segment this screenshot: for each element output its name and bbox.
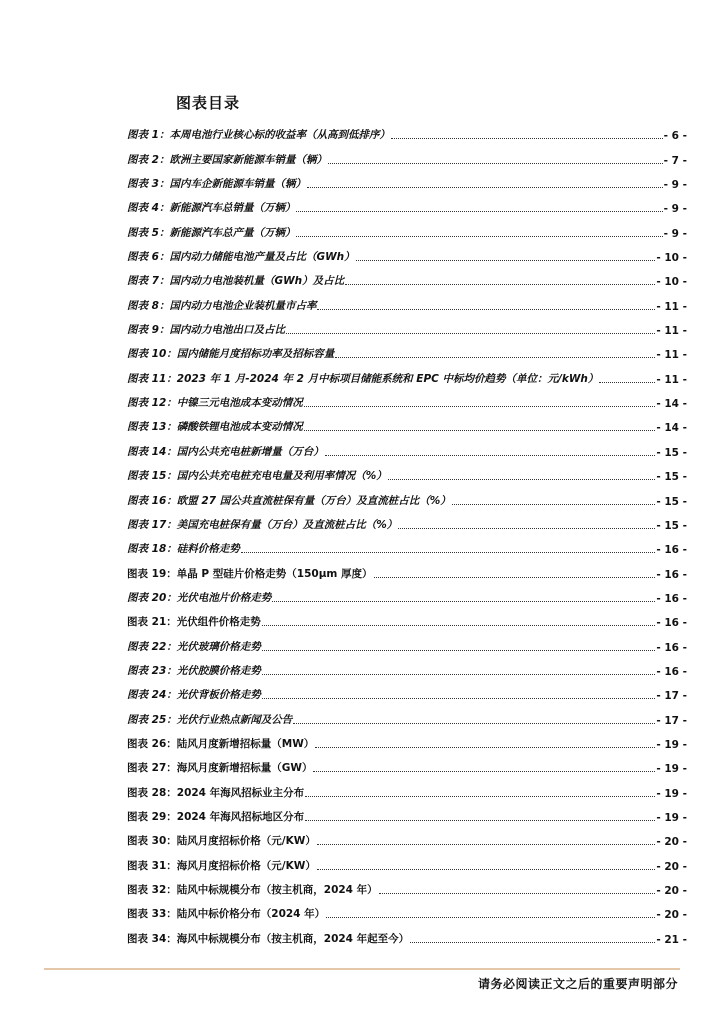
toc-entry-label: 图表 27：海风月度新增招标量（GW） <box>127 762 313 775</box>
toc-entry[interactable] <box>127 678 687 702</box>
toc-entry-page: - 7 - <box>663 154 687 167</box>
toc-entry[interactable] <box>127 483 687 507</box>
toc-entry-page: - 15 - <box>656 446 687 459</box>
toc-entry-label: 图表 8：国内动力电池企业装机量市占率 <box>127 299 317 312</box>
toc-entry[interactable] <box>127 848 687 872</box>
toc-entry-label: 图表 22：光伏玻璃价格走势 <box>127 640 261 653</box>
toc-entry-label: 图表 25：光伏行业热点新闻及公告 <box>127 713 293 726</box>
toc-entry-page: - 16 - <box>656 544 687 557</box>
toc-leader-dots <box>305 796 655 797</box>
toc-entry[interactable] <box>127 264 687 288</box>
toc-entry-label: 图表 4：新能源汽车总销量（万辆） <box>127 202 296 215</box>
toc-entry[interactable] <box>127 654 687 678</box>
toc-leader-dots <box>345 284 655 285</box>
toc-entry-label: 图表 13：磷酸铁锂电池成本变动情况 <box>127 421 303 434</box>
toc-leader-dots <box>304 406 656 407</box>
toc-entry[interactable] <box>127 215 687 239</box>
toc-entry-page: - 19 - <box>656 738 687 751</box>
toc-leader-dots <box>305 820 655 821</box>
toc-leader-dots <box>388 479 656 480</box>
toc-leader-dots <box>313 771 655 772</box>
toc-entry-page: - 15 - <box>656 519 687 532</box>
toc-entry-label: 图表 16：欧盟 27 国公共直流桩保有量（万台）及直流桩占比（%） <box>127 494 451 507</box>
toc-entry-label: 图表 15：国内公共充电桩充电电量及利用率情况（%） <box>127 470 387 483</box>
toc-leader-dots <box>262 674 656 675</box>
toc-entry-page: - 16 - <box>656 568 687 581</box>
toc-entry[interactable] <box>127 386 687 410</box>
toc-leader-dots <box>307 187 663 188</box>
toc-entry[interactable] <box>127 313 687 337</box>
toc-entry-page: - 19 - <box>656 787 687 800</box>
toc-leader-dots <box>272 601 655 602</box>
toc-entry-page: - 14 - <box>656 398 687 411</box>
toc-entry[interactable] <box>127 434 687 458</box>
toc-leader-dots <box>317 309 655 310</box>
toc-leader-dots <box>296 236 662 237</box>
toc-entry[interactable] <box>127 921 687 945</box>
toc-entry[interactable] <box>127 897 687 921</box>
toc-entry-page: - 19 - <box>656 811 687 824</box>
toc-entry[interactable] <box>127 508 687 532</box>
toc-leader-dots <box>262 698 656 699</box>
toc-entry[interactable] <box>127 824 687 848</box>
toc-leader-dots <box>356 260 656 261</box>
toc-entry[interactable] <box>127 337 687 361</box>
toc-entry-page: - 20 - <box>656 885 687 897</box>
toc-entry-label: 图表 21：光伏组件价格走势 <box>127 616 261 629</box>
toc-entry[interactable] <box>127 581 687 605</box>
toc-entry-page: - 20 - <box>656 909 687 922</box>
toc-entry-label: 图表 9：国内动力电池出口及占比 <box>127 324 285 337</box>
toc-entry-page: - 9 - <box>663 203 687 216</box>
toc-entry[interactable] <box>127 240 687 264</box>
toc-entry-label: 图表 33：陆风中标价格分布（2024 年） <box>127 908 326 921</box>
toc-leader-dots <box>452 504 656 505</box>
toc-leader-dots <box>379 893 656 894</box>
toc-leader-dots <box>304 430 656 431</box>
toc-entry-page: - 16 - <box>656 665 687 678</box>
toc-entry-label: 图表 30：陆风月度招标价格（元/KW） <box>127 835 316 848</box>
toc-entry[interactable] <box>127 629 687 653</box>
toc-leader-dots <box>315 747 655 748</box>
toc-entry-page: - 15 - <box>656 471 687 484</box>
toc-title: 图表目录 <box>176 94 241 112</box>
toc-entry-page: - 14 - <box>656 422 687 435</box>
toc-entry-page: - 17 - <box>656 714 687 727</box>
toc-leader-dots <box>335 357 655 358</box>
toc-leader-dots <box>286 333 655 334</box>
toc-entry-page: - 21 - <box>656 933 687 946</box>
toc-entry-label: 图表 26：陆风月度新增招标量（MW） <box>127 737 315 750</box>
toc-entry[interactable] <box>127 410 687 434</box>
toc-leader-dots <box>325 455 656 456</box>
toc-entry-page: - 9 - <box>663 227 687 240</box>
toc-leader-dots <box>326 917 655 918</box>
table-of-figures <box>127 118 687 946</box>
toc-entry-page: - 16 - <box>656 641 687 654</box>
toc-entry-label: 图表 7：国内动力电池装机量（GWh）及占比 <box>127 275 345 288</box>
footer-disclaimer: 请务必阅读正文之后的重要声明部分 <box>477 977 678 991</box>
toc-entry-label: 图表 5：新能源汽车总产量（万辆） <box>127 226 296 239</box>
toc-entry-page: - 10 - <box>656 276 687 289</box>
toc-entry-page: - 16 - <box>656 617 687 630</box>
toc-entry-label: 图表 31：海风月度招标价格（元/KW） <box>127 859 316 872</box>
toc-entry-label: 图表 2：欧洲主要国家新能源车销量（辆） <box>127 153 327 166</box>
toc-entry-page: - 11 - <box>656 373 687 386</box>
toc-entry[interactable] <box>127 288 687 312</box>
toc-entry[interactable] <box>127 191 687 215</box>
toc-leader-dots <box>328 163 663 164</box>
toc-leader-dots <box>241 552 656 553</box>
toc-entry[interactable] <box>127 751 687 775</box>
toc-entry-label: 图表 3：国内车企新能源车销量（辆） <box>127 178 306 191</box>
toc-leader-dots <box>293 723 655 724</box>
toc-entry[interactable] <box>127 775 687 799</box>
toc-leader-dots <box>391 138 663 139</box>
toc-leader-dots <box>374 577 656 578</box>
toc-entry[interactable] <box>127 361 687 385</box>
toc-leader-dots <box>262 625 656 626</box>
toc-entry-page: - 20 - <box>656 860 687 873</box>
toc-entry-label: 图表 14：国内公共充电桩新增量（万台） <box>127 445 324 458</box>
toc-entry-label: 图表 34：海风中标规模分布（按主机商，2024 年起至今） <box>127 932 410 945</box>
toc-entry[interactable] <box>127 167 687 191</box>
toc-entry-page: - 16 - <box>656 592 687 605</box>
toc-leader-dots <box>296 211 662 212</box>
toc-leader-dots <box>262 650 656 651</box>
toc-entry-label: 图表 18：硅料价格走势 <box>127 543 240 556</box>
toc-entry-label: 图表 23：光伏胶膜价格走势 <box>127 664 261 677</box>
toc-entry-label: 图表 19：单晶 P 型硅片价格走势（150μm 厚度） <box>127 567 373 580</box>
toc-entry-label: 图表 20：光伏电池片价格走势 <box>127 591 272 604</box>
toc-entry-label: 图表 12：中镍三元电池成本变动情况 <box>127 397 303 410</box>
toc-entry-page: - 9 - <box>663 179 687 192</box>
toc-entry-label: 图表 6：国内动力储能电池产量及占比（GWh） <box>127 251 355 264</box>
toc-entry-page: - 6 - <box>663 130 687 143</box>
toc-entry[interactable] <box>127 800 687 824</box>
toc-entry-page: - 15 - <box>656 495 687 508</box>
toc-entry-page: - 11 - <box>656 325 687 338</box>
toc-entry-label: 图表 17：美国充电桩保有量（万台）及直流桩占比（%） <box>127 518 398 531</box>
toc-entry-page: - 17 - <box>656 690 687 703</box>
toc-entry[interactable] <box>127 556 687 580</box>
toc-entry-label: 图表 32：陆风中标规模分布（按主机商，2024 年） <box>127 884 378 896</box>
toc-entry[interactable] <box>127 605 687 629</box>
toc-entry-label: 图表 24：光伏背板价格走势 <box>127 689 261 702</box>
toc-entry-label: 图表 28：2024 年海风招标业主分布 <box>127 786 305 799</box>
toc-entry-page: - 20 - <box>656 836 687 849</box>
toc-leader-dots <box>317 844 656 845</box>
toc-entry-label: 图表 1：本周电池行业核心标的收益率（从高到低排序） <box>127 129 390 142</box>
toc-leader-dots <box>410 942 655 943</box>
toc-leader-dots <box>599 382 655 383</box>
toc-entry-page: - 11 - <box>656 349 687 362</box>
toc-entry[interactable] <box>127 459 687 483</box>
toc-entry[interactable] <box>127 727 687 751</box>
footer-divider <box>44 968 680 970</box>
toc-entry[interactable] <box>127 873 687 897</box>
toc-leader-dots <box>398 528 655 529</box>
toc-entry-page: - 11 - <box>656 300 687 313</box>
toc-entry-label: 图表 29：2024 年海风招标地区分布 <box>127 810 305 823</box>
toc-entry-label: 图表 10：国内储能月度招标功率及招标容量 <box>127 348 335 361</box>
toc-leader-dots <box>317 869 656 870</box>
toc-entry-page: - 19 - <box>656 763 687 776</box>
toc-entry[interactable] <box>127 532 687 556</box>
toc-entry[interactable] <box>127 118 687 142</box>
toc-entry-page: - 10 - <box>656 252 687 265</box>
toc-entry-label: 图表 11：2023 年 1 月-2024 年 2 月中标项目储能系统和 EPC 中标均价趋势（单位：元/kWh） <box>127 372 599 385</box>
toc-entry[interactable] <box>127 142 687 166</box>
toc-entry[interactable] <box>127 702 687 726</box>
